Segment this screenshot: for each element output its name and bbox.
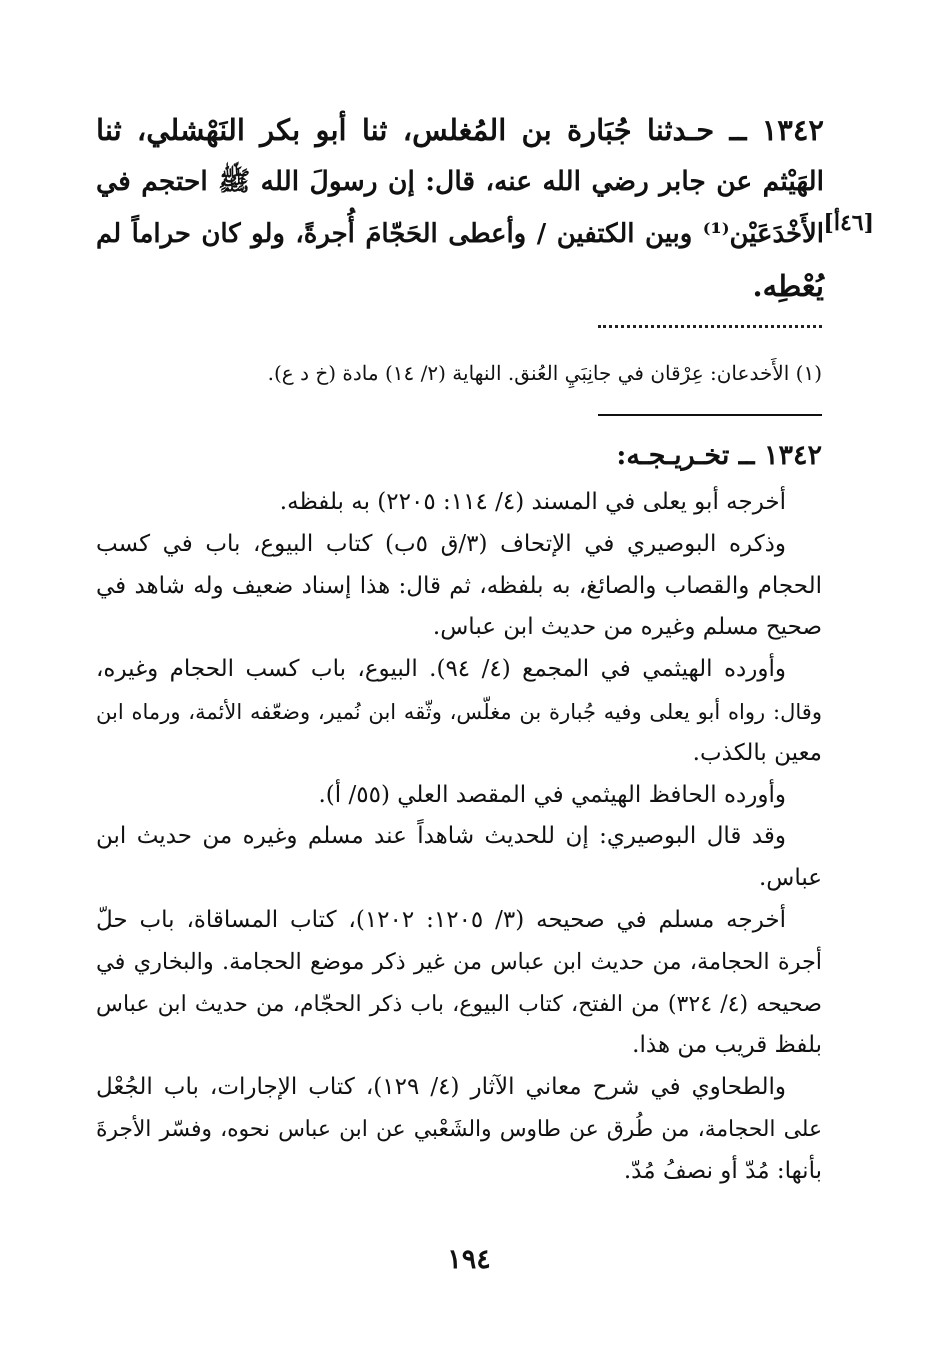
takhrij-line: الحجام والقصاب والصائغ، به بلفظه، ثم قال: هذا إسناد ضعيف وله شاهد في [96, 572, 822, 599]
takhrij-line: صحيح مسلم وغيره من حديث ابن عباس. [432, 614, 822, 641]
footnote: (١) الأَخدعان: عِرْقان في جانِبَيِ العُنق. النهاية (٢/ ١٤) مادة (خ د ع). [267, 361, 822, 385]
takhrij-line: والطحاوي في شرح معاني الآثار (٤/ ١٢٩)، كتاب الإجارات، باب الجُعْل [96, 1074, 786, 1101]
takhrij-line: وأورده الحافظ الهيثمي في المقصد العلي (٥٥/ أ). [318, 781, 786, 808]
takhrij-body [96, 482, 822, 1193]
takhrij-line: وأورده الهيثمي في المجمع (٤/ ٩٤). البيوع، باب كسب الحجام وغيره، [96, 656, 786, 683]
manuscript-folio-marker: [٤٦أ] [823, 210, 874, 236]
footnote-separator [598, 325, 822, 328]
takhrij-paragraph [96, 816, 822, 900]
takhrij-line: وذكره البوصيري في الإتحاف (٣/ق ٥ب) كتاب البيوع، باب في كسب [96, 530, 786, 557]
hadith-line: الهَيْثم عن جابر رضي الله عنه، قال: إن رسولَ الله ﷺ احتجم في [96, 166, 824, 197]
hadith-text [96, 104, 824, 312]
takhrij-line: بأنها: مُدّ أو نصفُ مُدّ. [623, 1157, 822, 1184]
page-number: ١٩٤ [447, 1244, 491, 1275]
takhrij-paragraph [96, 1067, 822, 1192]
takhrij-line: أخرجه مسلم في صحيحه (٣/ ١٢٠٥: ١٢٠٢)، كتاب المساقاة، باب حلّ [96, 906, 787, 933]
takhrij-heading: ١٣٤٢ ــ تخـريـجـه: [616, 440, 822, 471]
takhrij-line: معين بالكذب. [692, 739, 822, 766]
takhrij-line: أجرة الحجامة، من حديث ابن عباس من غير ذكر موضع الحجامة. والبخاري في [96, 948, 822, 975]
takhrij-line: أخرجه أبو يعلى في المسند (٤/ ١١٤: ٢٢٠٥) به بلفظه. [279, 489, 786, 515]
takhrij-paragraph [96, 649, 822, 774]
takhrij-paragraph [96, 775, 822, 817]
takhrij-line: على الحجامة، من طُرق عن طاوس والشَعْبي عن ابن عباس نحوه، وفسّر الأجرةَ [96, 1116, 822, 1142]
takhrij-line: صحيحه (٤/ ٣٢٤) من الفتح، كتاب البيوع، باب ذكر الحجّام، من حديث ابن عباس [96, 991, 822, 1017]
takhrij-paragraph [96, 482, 822, 524]
section-divider [598, 414, 822, 416]
takhrij-paragraph [96, 524, 822, 649]
takhrij-line: عباس. [758, 865, 822, 892]
hadith-line: يُعْطِه. [752, 269, 824, 303]
takhrij-line: وقال: رواه أبو يعلى وفيه جُبارة بن مغلّس، وثّقه ابن نُمير، وضعّفه الأئمة، ورماه ابن [96, 698, 822, 724]
takhrij-paragraph [96, 900, 822, 1067]
takhrij-line: وقد قال البوصيري: إن للحديث شاهداً عند مسلم وغيره من حديث ابن [96, 823, 786, 850]
hadith-line: ١٣٤٢ ــ حـدثنا جُبَارة بن المُغلس، ثنا أبو بكر النَهْشلي، ثنا [96, 113, 824, 147]
takhrij-line: بلفظ قريب من هذا. [632, 1032, 822, 1059]
hadith-line: الأَخْدَعَيْن⁽¹⁾ وبين الكتفين / وأعطى الحَجّامَ أُجرةً، ولو كان حراماً لم [96, 219, 824, 249]
